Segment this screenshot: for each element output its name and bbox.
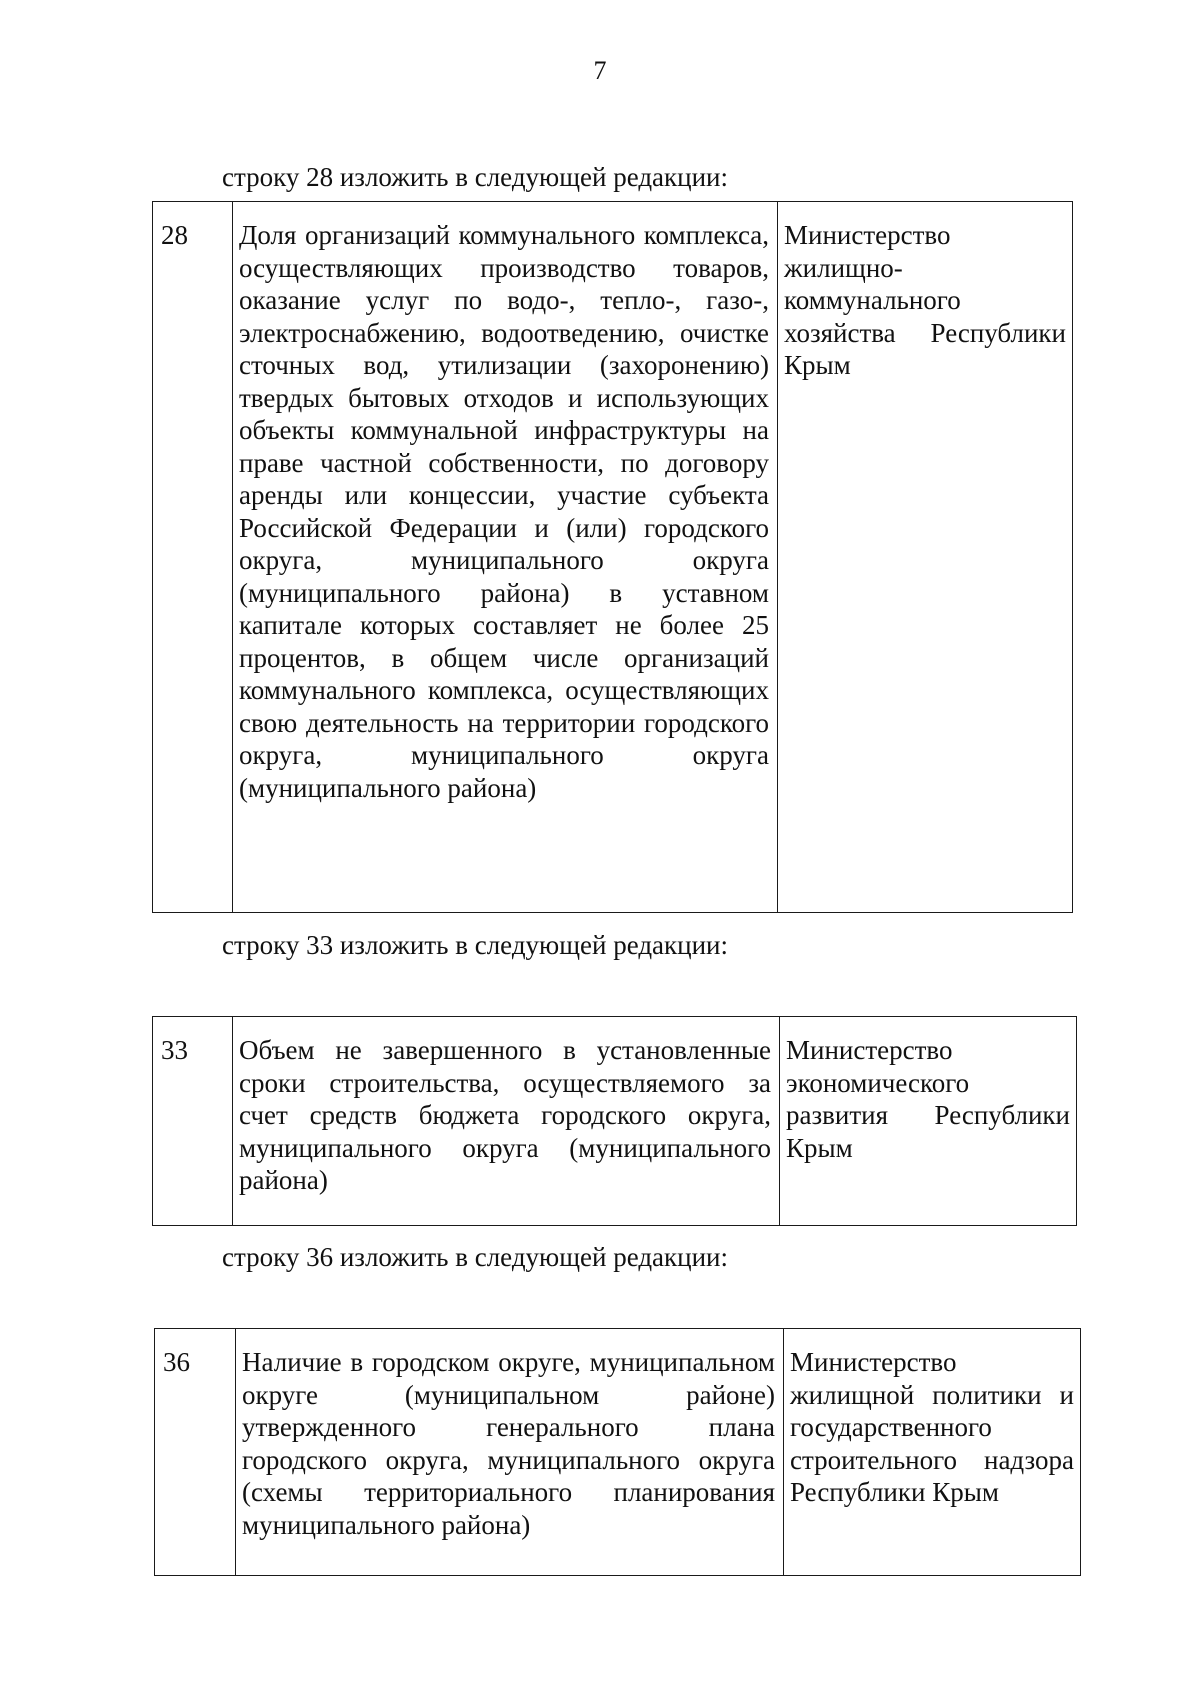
amendment-intro-row-36: строку 36 изложить в следующей редакции: (222, 1242, 729, 1272)
amendment-intro-row-28: строку 28 изложить в следующей редакции: (222, 162, 729, 192)
table-row (153, 1017, 1077, 1226)
indicator-description: Объем не завершенного в установленные сроки строительства, осуществляемого за счет средств бюджета городского округа, муниципального округа (муниципального района) (233, 1017, 780, 1226)
responsible-authority: Министерство жилищно-коммунального хозяйства Республики Крым (778, 202, 1073, 913)
responsible-authority: Министерство экономического развития Республики Крым (780, 1017, 1077, 1226)
row-number: 33 (153, 1017, 233, 1226)
amendment-intro-row-33: строку 33 изложить в следующей редакции: (222, 930, 729, 960)
row-number: 28 (153, 202, 233, 913)
row-number: 36 (155, 1329, 236, 1576)
indicator-description: Наличие в городском округе, муниципальном округе (муниципальном районе) утвержденного генерального плана городского округа, муниципального округа (схемы территориального планирования муниципального района) (236, 1329, 784, 1576)
table-row (155, 1329, 1081, 1576)
amendment-table-row-33 (152, 1016, 1077, 1226)
amendment-table-row-28 (152, 201, 1073, 913)
table-row (153, 202, 1073, 913)
page-number: 7 (593, 56, 607, 85)
responsible-authority: Министерство жилищной политики и государственного строительного надзора Республики Крым (784, 1329, 1081, 1576)
amendment-table-row-36 (154, 1328, 1081, 1576)
indicator-description: Доля организаций коммунального комплекса, осуществляющих производство товаров, оказание услуг по водо-, тепло-, газо-, электроснабжению, водоотведению, очистке сточных вод, утилизации (захоронению) твердых бытовых отходов и использующих объекты коммунальной инфраструктуры на праве частной собственности, по договору аренды или концессии, участие субъекта Российской Федерации и (или) городского округа, муниципального округа (муниципального района) в уставном капитале которых составляет не более 25 процентов, в общем числе организаций коммунального комплекса, осуществляющих свою деятельность на территории городского округа, муниципального округа (муниципального района) (233, 202, 778, 913)
